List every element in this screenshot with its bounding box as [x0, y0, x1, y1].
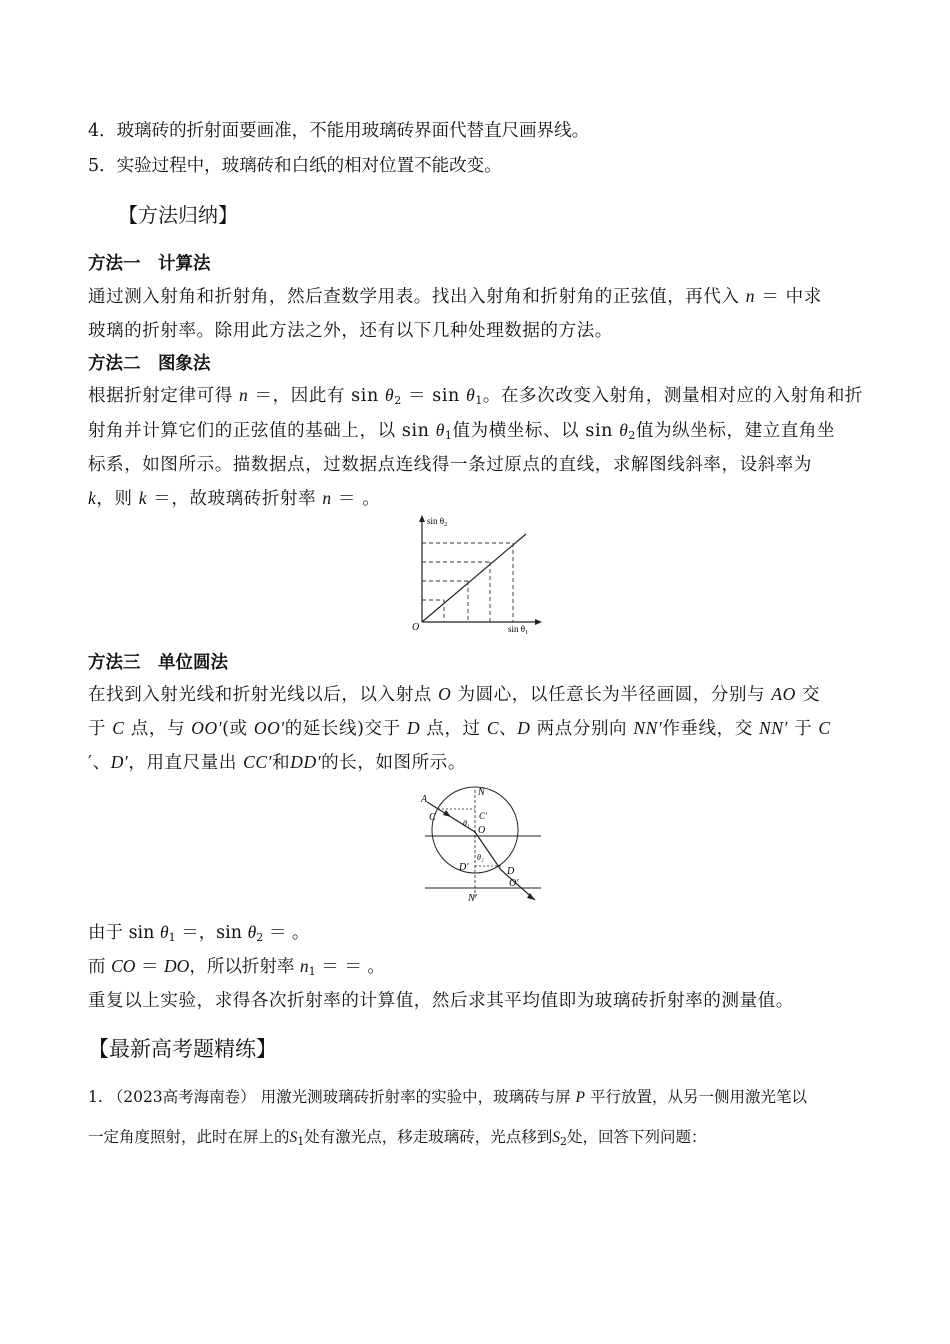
method2-line1: 根据折射定律可得 n ＝，因此有 $\sin \theta_2 = \sin \theta_1$。在多次改变入射角，测量相对应的入射角和折 [88, 385, 864, 407]
label-D: D [507, 866, 515, 877]
label-O-prime: O′ [509, 878, 519, 889]
method2-line4: k，则 k ＝，故玻璃砖折射率 n ＝ 。 [88, 488, 381, 509]
label-C: C [429, 812, 436, 823]
label-N-prime: N′ [468, 893, 477, 904]
label-O: O [478, 825, 486, 836]
result-line1: 由于 $\sin \theta_1$ ＝，$\sin \theta_2$ ＝ 。 [88, 922, 310, 944]
note-5: 5．实验过程中，玻璃砖和白纸的相对位置不能改变。 [88, 156, 502, 176]
sin-graph-figure [408, 512, 548, 638]
section-heading-latest: 【最新高考题精练】 [88, 1037, 277, 1061]
label-N: N [478, 787, 485, 798]
method1-line1: 通过测入射角和折射角，然后查数学用表。找出入射角和折射角的正弦值，再代入 n ＝ 中求 [88, 286, 822, 307]
y-axis-label: $\sin \theta_2$ [427, 516, 448, 528]
label-D-prime: D′ [459, 862, 469, 873]
method2-title: 方法二 图象法 [88, 354, 211, 374]
label-theta2: θ₂ [477, 853, 484, 862]
method3-line2: 于 C 点，与 OO′(或 OO′的延长线)交于 D 点，过 C、D 两点分别向 NN′作垂线，交 NN′ 于 C [88, 718, 831, 739]
label-C-prime: C′ [479, 811, 487, 821]
method1-title: 方法一 计算法 [88, 254, 211, 274]
method3-line3: ′、D′，用直尺量出 CC′和DD′的长，如图所示。 [88, 752, 466, 773]
question1-line2: 一定角度照射，此时在屏上的$S_1$处有激光点，移走玻璃砖，光点移到$S_2$处，回答下列问题： [88, 1128, 707, 1148]
y-axis-arrow [419, 515, 425, 522]
method1-line2: 玻璃的折射率。除用此方法之外，还有以下几种处理数据的方法。 [88, 321, 613, 341]
data-line [422, 534, 526, 622]
method2-line3: 标系，如图所示。描数据点，过数据点连线得一条过原点的直线，求解图线斜率，设斜率为 [88, 455, 812, 475]
label-theta1: θ₁ [463, 819, 470, 828]
question1-line1: 1. （2023高考海南卷） 用激光测玻璃砖折射率的实验中，玻璃砖与屏 P 平行放置，从另一侧用激光笔以 [88, 1088, 807, 1106]
label-A: A [421, 794, 428, 805]
result-line2: 而 CO ＝ DO，所以折射率 $n_1$ ＝ ＝ 。 [88, 956, 385, 978]
x-axis-label: $\sin \theta_1$ [508, 624, 529, 636]
section-heading-method: 【方法归纳】 [118, 203, 238, 227]
method3-title: 方法三 单位圆法 [88, 653, 228, 673]
note-4: 4．玻璃砖的折射面要画准，不能用玻璃砖界面代替直尺画界线。 [88, 121, 590, 141]
method3-line1: 在找到入射光线和折射光线以后，以入射点 O 为圆心，以任意长为半径画圆，分别与 AO 交 [88, 684, 821, 705]
origin-label: O [412, 622, 420, 633]
result-line3: 重复以上实验，求得各次折射率的计算值，然后求其平均值即为玻璃砖折射率的测量值。 [88, 991, 794, 1011]
incident-arrow [443, 810, 451, 817]
unit-circle-figure [415, 782, 555, 906]
method2-line2: 射角并计算它们的正弦值的基础上，以 $\sin \theta_1$值为横坐标、以 $\sin \theta_2$值为纵坐标，建立直角坐 [88, 420, 836, 442]
x-axis-arrow [535, 619, 542, 625]
